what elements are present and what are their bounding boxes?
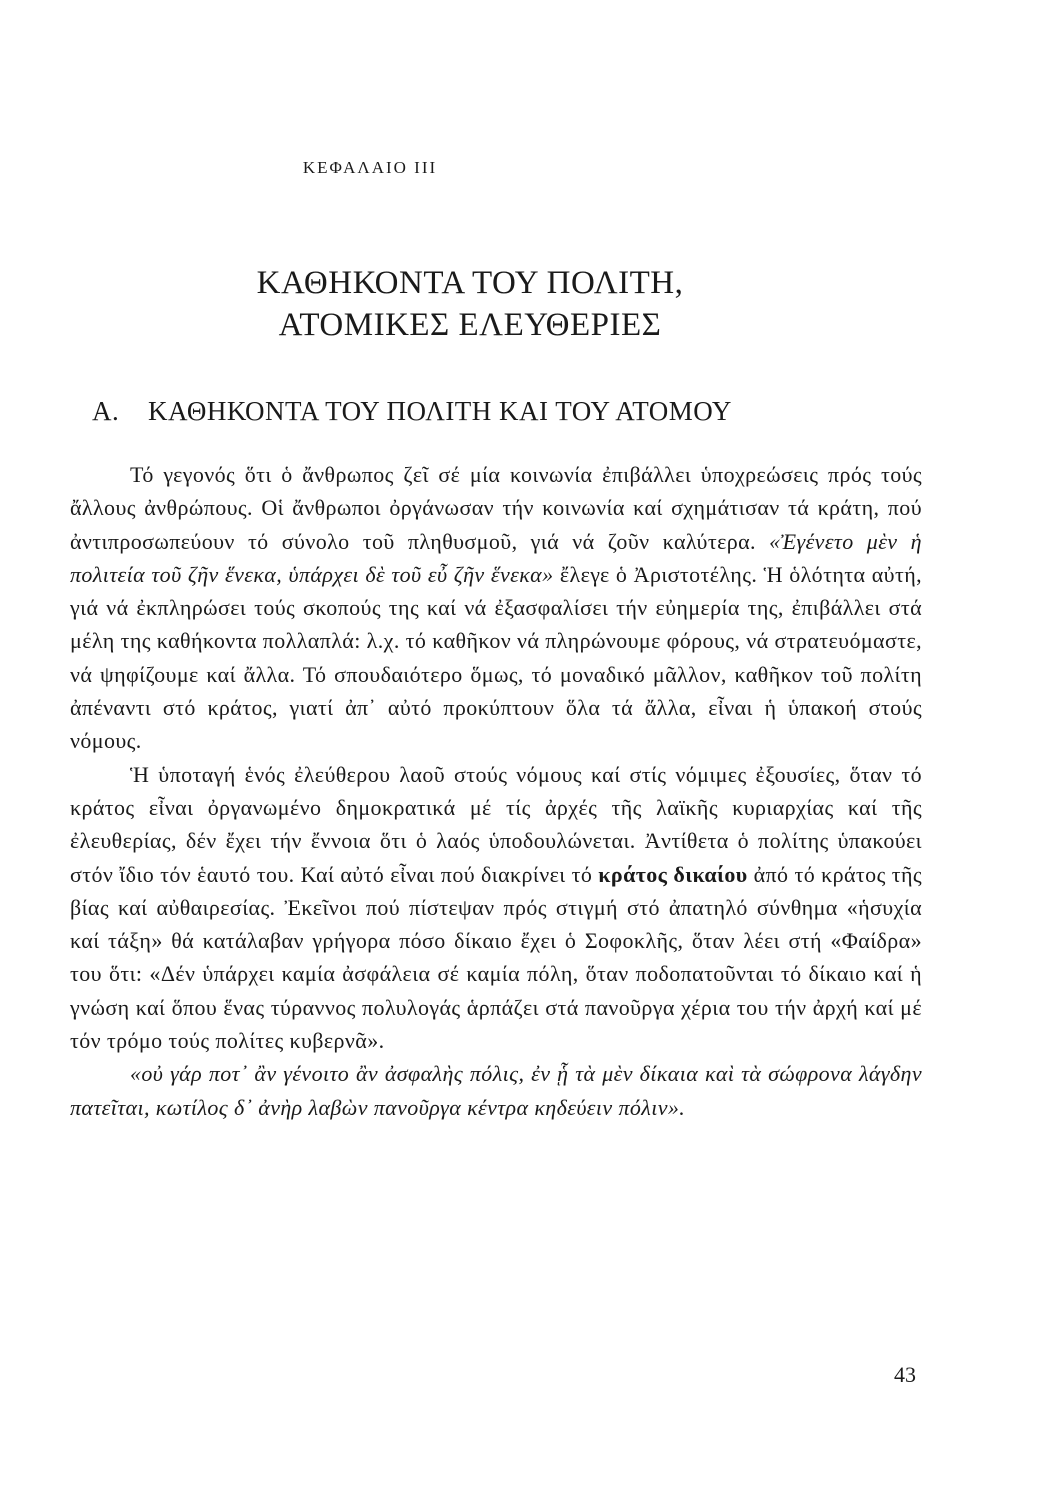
aristotle-quote: «Ἐγένετο μὲν ἡ πολιτεία τοῦ ζῆν ἕνεκα, ὑπάρχει δὲ τοῦ εὖ ζῆν ἕνεκα» [70, 528, 922, 587]
chapter-title [0, 262, 940, 346]
section-title: ΚΑΘΗΚΟΝΤΑ ΤΟΥ ΠΟΛΙΤΗ ΚΑΙ ΤΟΥ ΑΤΟΜΟΥ [148, 396, 732, 426]
paragraph-1 [70, 458, 922, 758]
paragraph-1-text-a: Τό γεγονός ὅτι ὁ ἄνθρωπος ζεῖ σέ μία κοινωνία ἐπιβάλλει ὑποχρεώσεις πρός τούς ἄλλους ἀνθρώπους. Οἱ ἄνθρωποι ὀργάνωσαν τήν κοινωνία καί σχημάτισαν τά κράτη, πού ἀντιπροσωπεύουν τό σύνολο τοῦ πληθυσμοῦ, γιά νά ζοῦν καλύτερα. [70, 462, 922, 554]
page-number: 43 [894, 1362, 916, 1387]
chapter-title-line-2: ΑΤΟΜΙΚΕΣ ΕΛΕΥΘΕΡΙΕΣ [278, 307, 662, 343]
paragraph-2 [70, 758, 922, 1058]
section-letter: Α. [92, 396, 120, 426]
paragraph-2-text-b: ἀπό τό κράτος τῆς βίας καί αὐθαιρεσίας. Ἐκεῖνοι πού πίστεψαν πρός στιγμή στό ἀπατηλό σύνθημα «ἡσυχία καί τάξη» θά κατάλαβαν γρήγορα πόσο δίκαιο ἔχει ὁ Σοφοκλῆς, ὅταν λέει στή «Φαίδρα» του ὅτι: «Δέν ὑπάρχει καμία ἀσφάλεια σέ καμία πόλη, ὅταν ποδοπατοῦνται τό δίκαιο καί ἡ γνώση καί ὅπου ἕνας τύραννος πολυλογάς ἁρπάζει στά πανοῦργα χέρια του τήν ἀρχή καί μέ τόν τρόμο τούς πολίτες κυβερνᾶ». [70, 861, 922, 1054]
rule-of-law-term: κράτος δικαίου [598, 861, 748, 887]
section-heading [92, 396, 732, 427]
chapter-title-line-1: ΚΑΘΗΚΟΝΤΑ ΤΟΥ ΠΟΛΙΤΗ, [256, 265, 684, 301]
body-text [70, 458, 922, 1124]
sophocles-quote: «οὐ γάρ ποτ᾽ ἂν γένοιτο ἂν ἀσφαλὴς πόλις, ἐν ᾗ τὰ μὲν δίκαια καὶ τὰ σώφρονα λάγδην πατεῖται, κωτίλος δ᾽ ἀνὴρ λαβὼν πανοῦργα κέντρα κηδεύειν πόλιν». [70, 1061, 922, 1120]
paragraph-2-text-a: Ἡ ὑποταγή ἑνός ἐλεύθερου λαοῦ στούς νόμους καί στίς νόμιμες ἐξουσίες, ὅταν τό κράτος εἶναι ὀργανωμένο δημοκρατικά μέ τίς ἀρχές τῆς λαϊκῆς κυριαρχίας καί τῆς ἐλευθερίας, δέν ἔχει τήν ἔννοια ὅτι ὁ λαός ὑποδουλώνεται. Ἀντίθετα ὁ πολίτης ὑπακούει στόν ἴδιο τόν ἑαυτό του. Καί αὐτό εἶναι πού διακρίνει τό [70, 761, 922, 887]
chapter-label: ΚΕΦΑΛΑΙΟ ΙΙΙ [302, 158, 438, 177]
paragraph-1-text-b: ἔλεγε ὁ Ἀριστοτέλης. Ἡ ὁλότητα αὐτή, γιά νά ἐκπληρώσει τούς σκοπούς της καί νά ἐξασφαλίσει τήν εὐημερία της, ἐπιβάλλει στά μέλη της καθήκοντα πολλαπλά: λ.χ. τό καθῆκον νά πληρώνουμε φόρους, νά στρατευόμαστε, νά ψηφίζουμε καί ἄλλα. Τό σπουδαιότερο ὅμως, τό μοναδικό μᾶλλον, καθῆκον τοῦ πολίτη ἀπέναντι στό κράτος, γιατί ἀπ᾽ αὐτό προκύπτουν ὅλα τά ἄλλα, εἶναι ἡ ὑπακοή στούς νόμους. [70, 561, 922, 754]
